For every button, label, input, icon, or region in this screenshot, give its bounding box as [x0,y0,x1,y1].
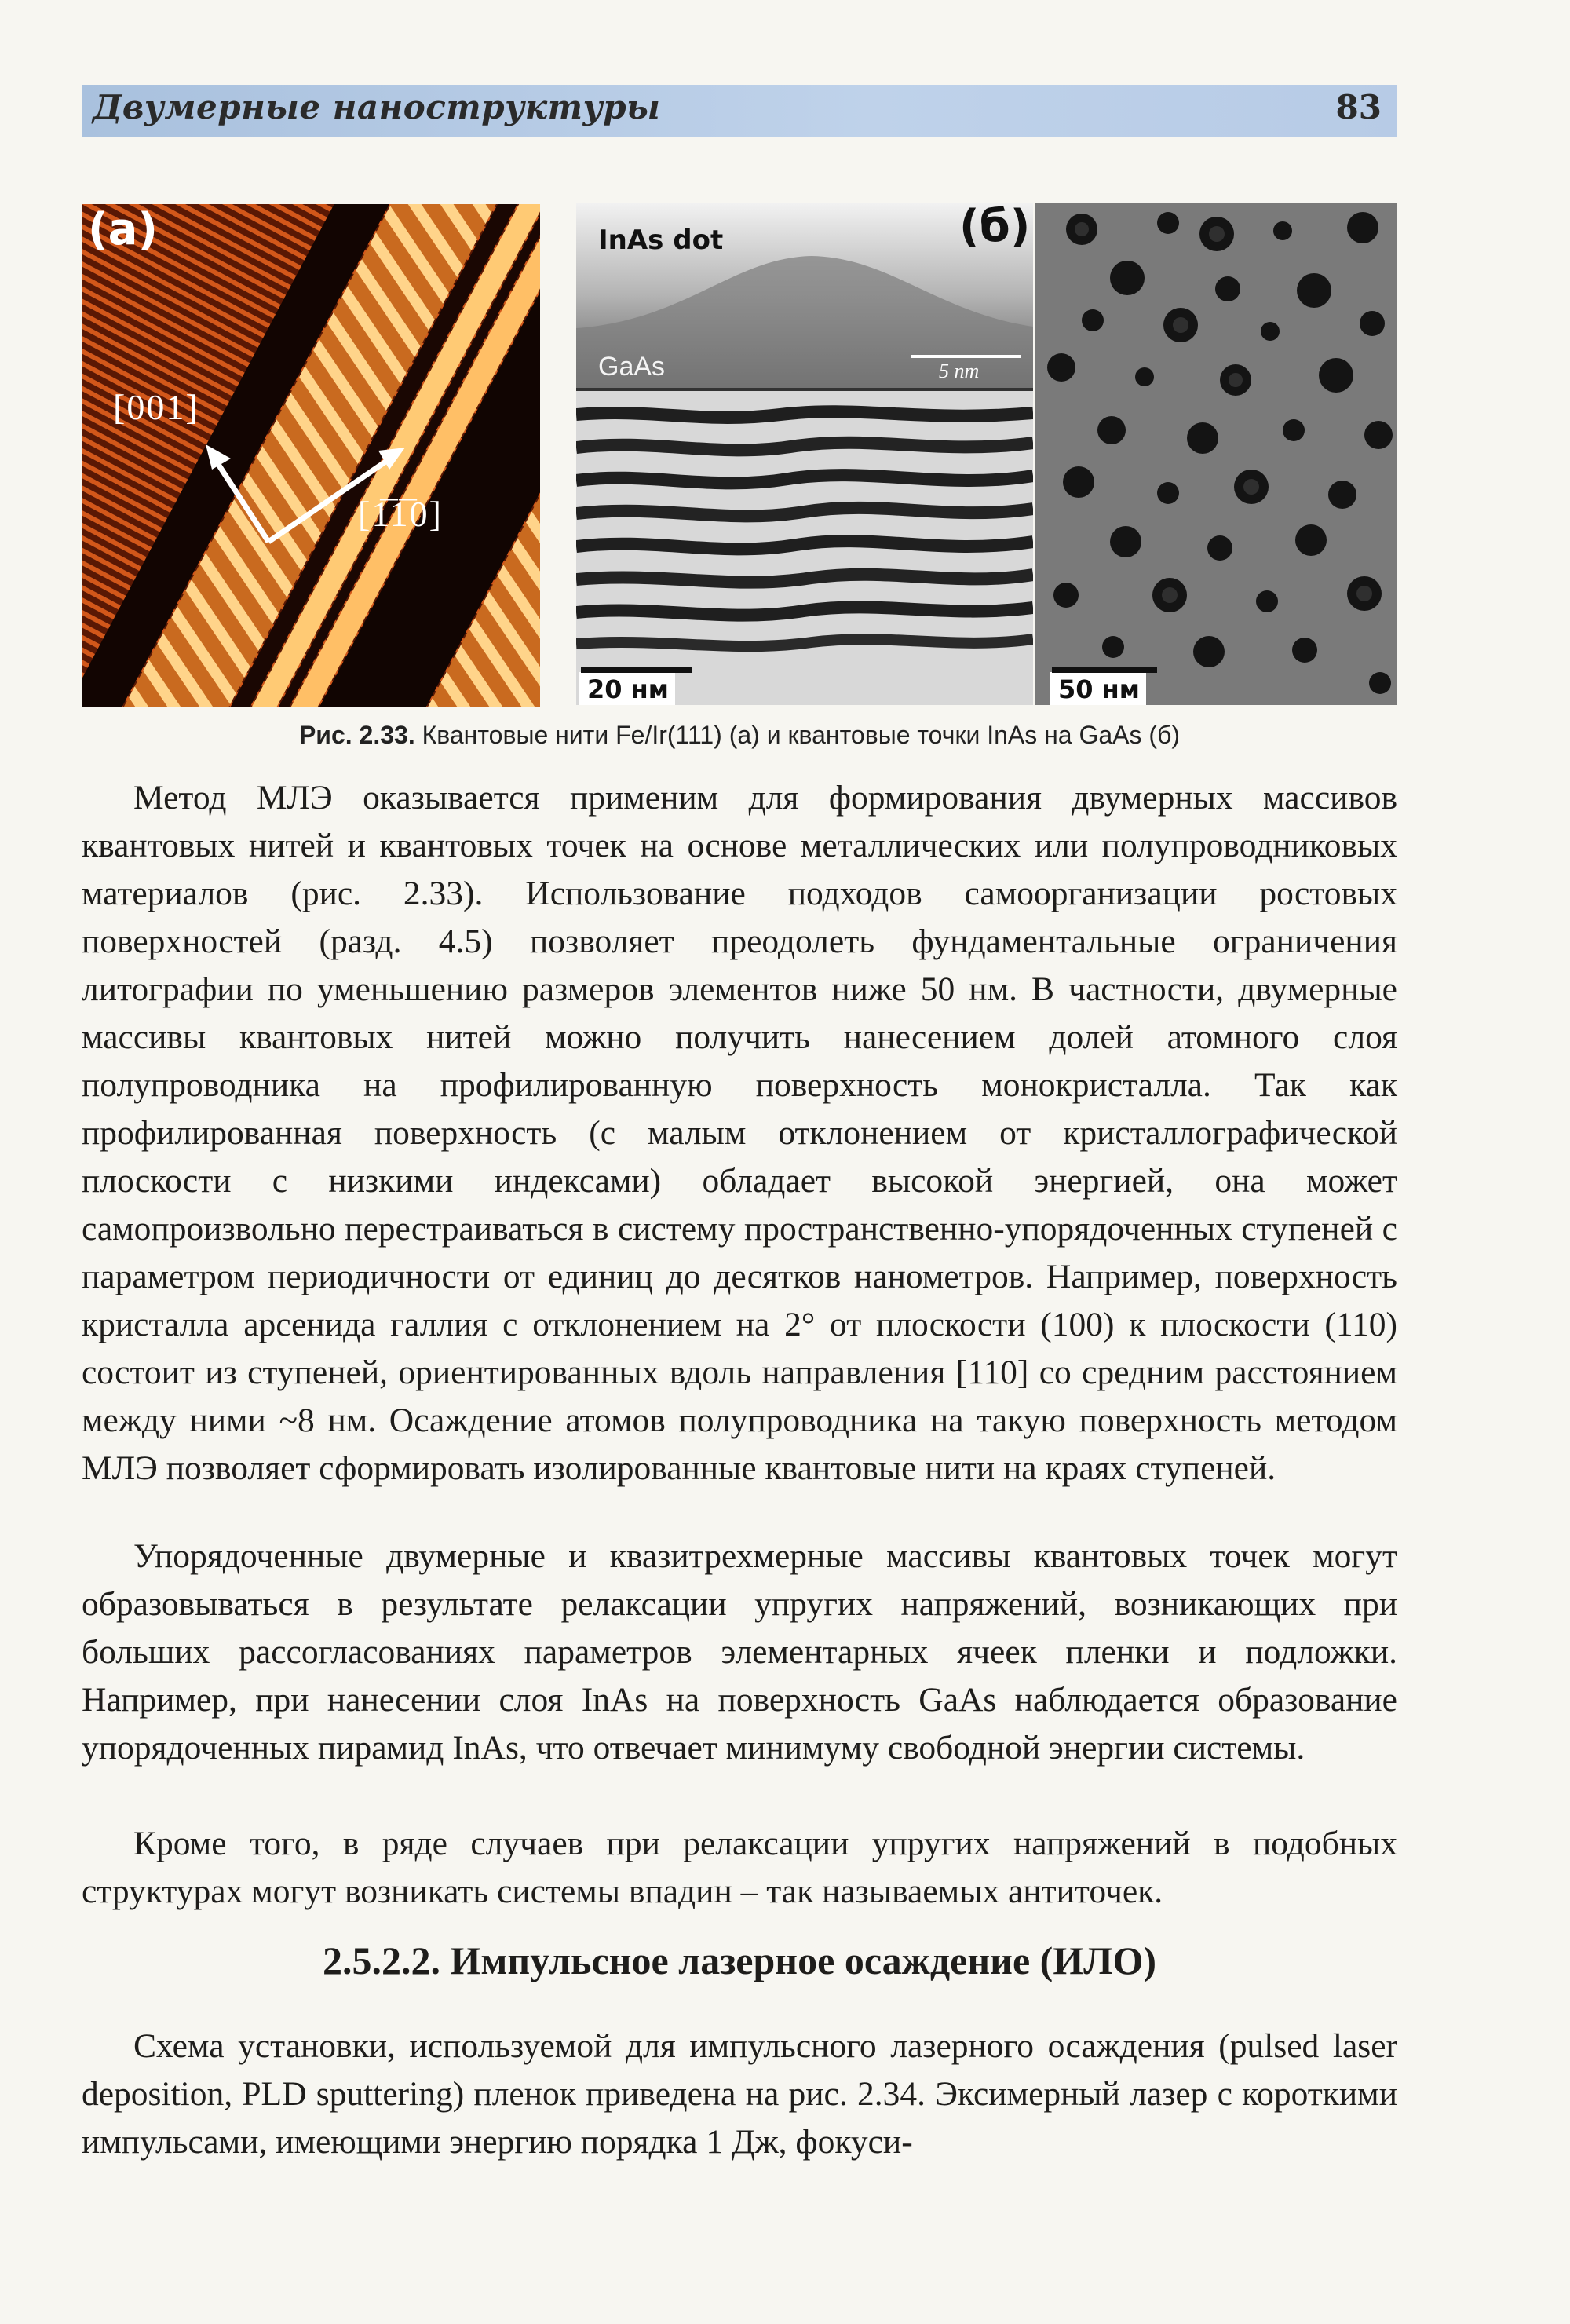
scale-bar-20nm-line [581,667,692,673]
figure-panel-b-planview [1035,203,1397,705]
scale-bar-20nm [579,672,675,705]
paragraph-2: Упорядоченные двумерные и квазитрехмерные массивы квантовых точек могут образовываться в результате релаксации упругих напряжений, возникающих при больших рассогласованиях параметров элементарных ячеек пленки и подложки. Например, при нанесении слоя InAs на поверхность GaAs наблюдается образование упорядоченных пирамид InAs, что отвечает минимуму свободной энергии системы. [82,1537,1397,1767]
panel-a-label: (а) [88,204,158,255]
figure-panel-a [82,204,540,707]
inset-dot-label: InAs dot [598,225,724,256]
tem-cross-section [576,203,1033,705]
tem-plan-view [1035,203,1397,705]
panel-b-label: (б) [959,203,1031,252]
figure-caption [82,721,1397,750]
page-number: 83 [1335,88,1382,126]
running-title: Двумерные наноструктуры [93,88,661,126]
scale-bar-20nm-label: 20 нм [587,674,669,704]
paragraph-1: Метод МЛЭ оказывается применим для формирования двумерных массивов квантовых нитей и квантовых точек на основе металлических или полупроводниковых материалов (рис. 2.33). Использование подходов самоорганизации ростовых поверхностей (разд. 4.5) позволяет преодолеть фундаментальные ограничения литографии по уменьшению размеров элементов ниже 50 нм. В частности, двумерные массивы квантовых нитей можно получить нанесением долей атомного слоя полупроводника на профилированную поверхность монокристалла. Так как профилированная поверхность (с малым отклонением от кристаллографической плоскости с низкими индексами) обладает высокой энергией, она может самопроизвольно перестраиваться в систему пространственно-упорядоченных ступеней с параметром периодичности от единиц до десятков нанометров. Например, поверхность кристалла арсенида галлия с отклонением на 2° от плоскости (100) к плоскости (110) состоит из ступеней, ориентированных вдоль направления [110] со средним расстоянием между ними ~8 нм. Осаждение атомов полупроводника на такую поверхность методом МЛЭ позволяет сформировать изолированные квантовые нити на краях ступеней. [82,779,1397,1487]
scale-bar-50nm [1050,672,1146,705]
stm-image [82,204,540,707]
inset-scale-label: 5 nm [939,360,980,382]
inset-substrate-label: GaAs [598,352,666,382]
running-header [82,85,1397,137]
scale-bar-50nm-line [1052,667,1157,673]
figure-caption-number: Рис. 2.33. [298,721,415,749]
figure-panel-b-tem [576,203,1033,705]
paragraph-3: Кроме того, в ряде случаев при релаксации упругих напряжений в подобных структурах могут возникать системы впадин – так называемых антиточек. [82,1825,1397,1910]
scale-bar-50nm-label: 50 нм [1058,674,1140,704]
section-heading: 2.5.2.2. Импульсное лазерное осаждение (ИЛО) [322,1938,1157,1982]
direction-001-label: [001] [113,387,199,427]
direction-1-10-label: [1̅̅1̅0] [358,494,443,534]
figure-caption-text: Квантовые нити Fe/Ir(111) (а) и квантовые точки InAs на GaAs (б) [414,721,1181,749]
paragraph-4: Схема установки, используемой для импульсного лазерного осаждения (pulsed laser deposition, PLD sputtering) пленок приведена на рис. 2.34. Эксимерный лазер с короткими импульсами, имеющими энергию порядка 1 Дж, фокуси- [82,2027,1397,2161]
